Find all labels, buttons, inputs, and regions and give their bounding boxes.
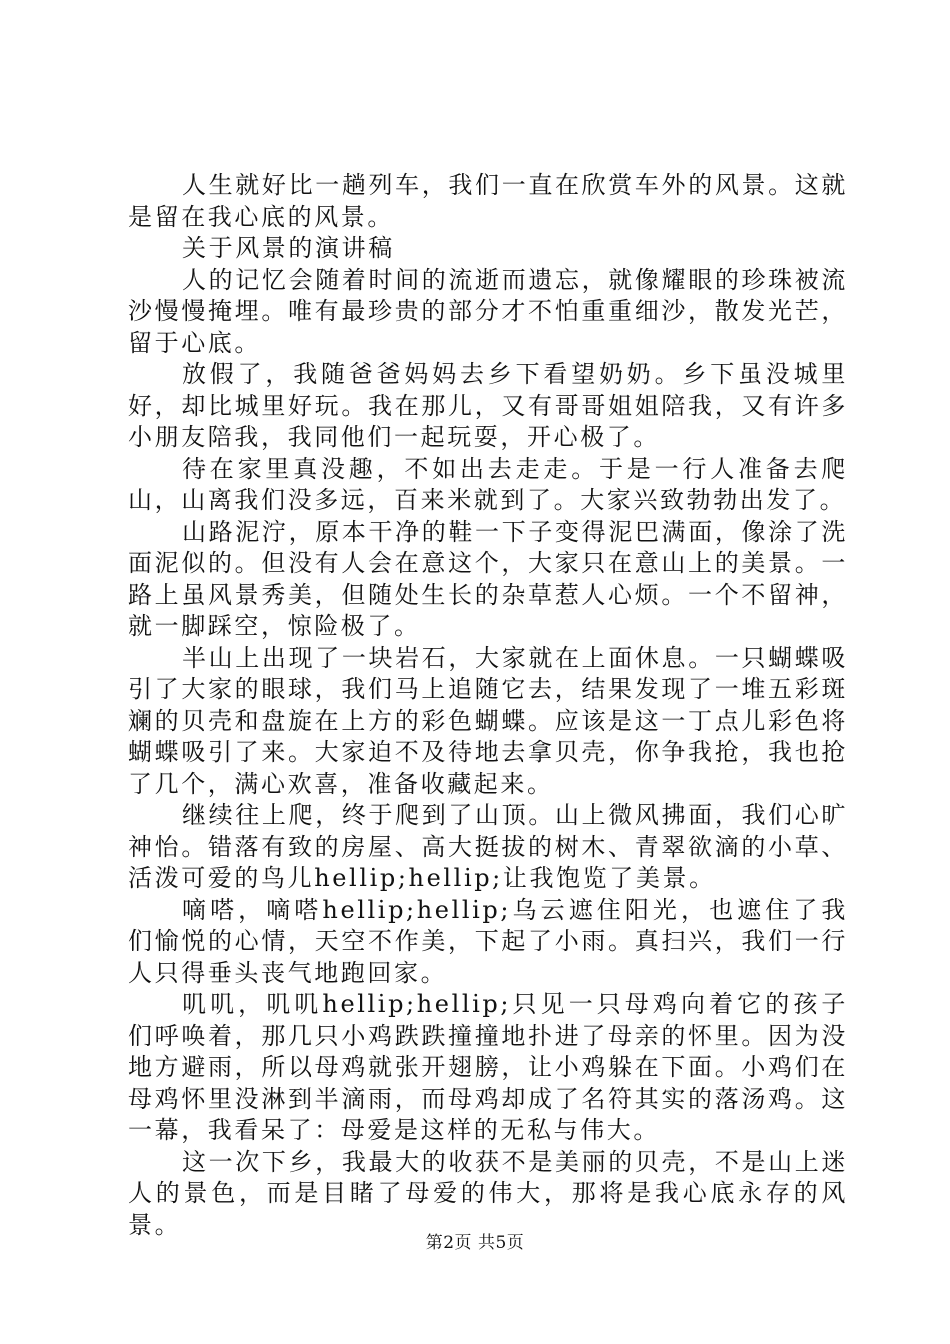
paragraph: 叽叽，叽叽hellip;hellip;只见一只母鸡向着它的孩子们呼唤着，那几只小鸡跌跌撞撞地扑进了母亲的怀里。因为没地方避雨，所以母鸡就张开翅膀，让小鸡躲在下面。小鸡们在母鸡怀里没淋到半滴雨，而母鸡却成了名符其实的落汤鸡。这一幕，我看呆了：母爱是这样的无私与伟大。	[128, 990, 848, 1144]
paragraph: 嘀嗒，嘀嗒hellip;hellip;乌云遮住阳光，也遮住了我们愉悦的心情，天空不作美，下起了小雨。真扫兴，我们一行人只得垂头丧气地跑回家。	[128, 895, 848, 987]
page-footer: 第2页 共5页	[425, 1233, 525, 1253]
paragraph: 继续往上爬，终于爬到了山顶。山上微风拂面，我们心旷神怡。错落有致的房屋、高大挺拔的树木、青翠欲滴的小草、活泼可爱的鸟儿hellip;hellip;让我饱览了美景。	[128, 801, 848, 892]
paragraph: 放假了，我随爸爸妈妈去乡下看望奶奶。乡下虽没城里好，却比城里好玩。我在那儿，又有哥哥姐姐陪我，又有许多小朋友陪我，我同他们一起玩耍，开心极了。	[128, 360, 848, 451]
paragraph: 待在家里真没趣，不如出去走走。于是一行人准备去爬山，山离我们没多远，百来米就到了。大家兴致勃勃出发了。	[128, 454, 848, 514]
paragraph: 半山上出现了一块岩石，大家就在上面休息。一只蝴蝶吸引了大家的眼球，我们马上追随它去，结果发现了一堆五彩斑斓的贝壳和盘旋在上方的彩色蝴蝶。应该是这一丁点儿彩色将蝴蝶吸引了来。大家迫不及待地去拿贝壳，你争我抢，我也抢了几个，满心欢喜，准备收藏起来。	[128, 643, 848, 798]
paragraph: 山路泥泞，原本干净的鞋一下子变得泥巴满面，像涂了洗面泥似的。但没有人会在意这个，大家只在意山上的美景。一路上虽风景秀美，但随处生长的杂草惹人心烦。一个不留神，就一脚踩空，惊险极了。	[128, 517, 848, 640]
paragraph: 这一次下乡，我最大的收获不是美丽的贝壳，不是山上迷人的景色，而是目睹了母爱的伟大，那将是我心底永存的风景。	[128, 1147, 848, 1239]
document-body	[128, 170, 848, 1241]
paragraph: 人的记忆会随着时间的流逝而遗忘，就像耀眼的珍珠被流沙慢慢掩埋。唯有最珍贵的部分才不怕重重细沙，散发光芒，留于心底。	[128, 265, 848, 357]
paragraph: 人生就好比一趟列车，我们一直在欣赏车外的风景。这就是留在我心底的风景。	[128, 171, 848, 231]
speech-title: 关于风景的演讲稿	[182, 234, 395, 262]
